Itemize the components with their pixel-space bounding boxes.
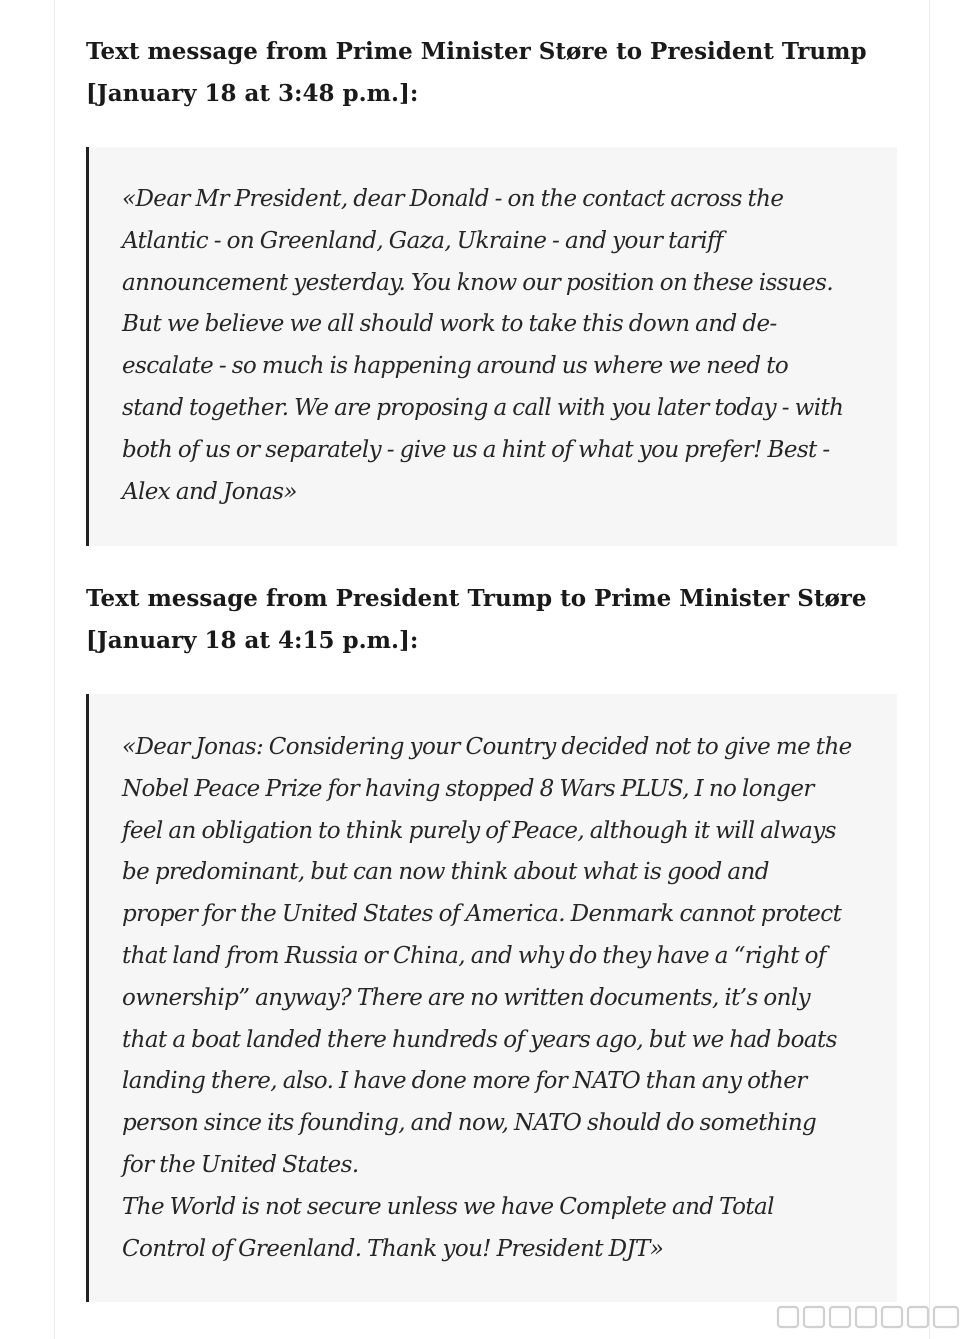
message-heading-stoere [86, 31, 886, 115]
message-quote-stoere [86, 147, 897, 546]
heading-line-1: Text message from Prime Minister Støre to President Trump [86, 38, 867, 65]
heading-line-2: [January 18 at 4:15 p.m.]: [86, 627, 419, 654]
quote-text: «Dear Mr President, dear Donald - on the contact across the Atlantic - on Greenland, Gaza, Ukraine - and your tariff announcement yesterday. You know our position on these issues. But we believe we all should work to take this down and de- escalate - so much is happening around us where we need to stand together. We are proposing a call with you later today - with both of us or separately - give us a hint of what you prefer! Best - Alex and Jonas» [122, 186, 844, 505]
message-heading-trump [86, 578, 886, 662]
heading-line-1: Text message from President Trump to Prime Minister Støre [86, 585, 867, 612]
watermark-logo-icon [774, 1299, 964, 1335]
message-quote-trump [86, 694, 897, 1302]
quote-text: «Dear Jonas: Considering your Country decided not to give me the Nobel Peace Prize for having stopped 8 Wars PLUS, I no longer feel an obligation to think purely of Peace, although it will always be predominant, but can now think about what is good and proper for the United States of America. Denmark cannot protect that land from Russia or China, and why do they have a “right of ownership” anyway? There are no written documents, it’s only that a boat landed there hundreds of years ago, but we had boats landing there, also. I have done more for NATO than any other person since its founding, and now, NATO should do something for the United States. The World is not secure unless we have Complete and Total Control of Greenland. Thank you! President DJT» [122, 734, 852, 1262]
heading-line-2: [January 18 at 3:48 p.m.]: [86, 80, 419, 107]
